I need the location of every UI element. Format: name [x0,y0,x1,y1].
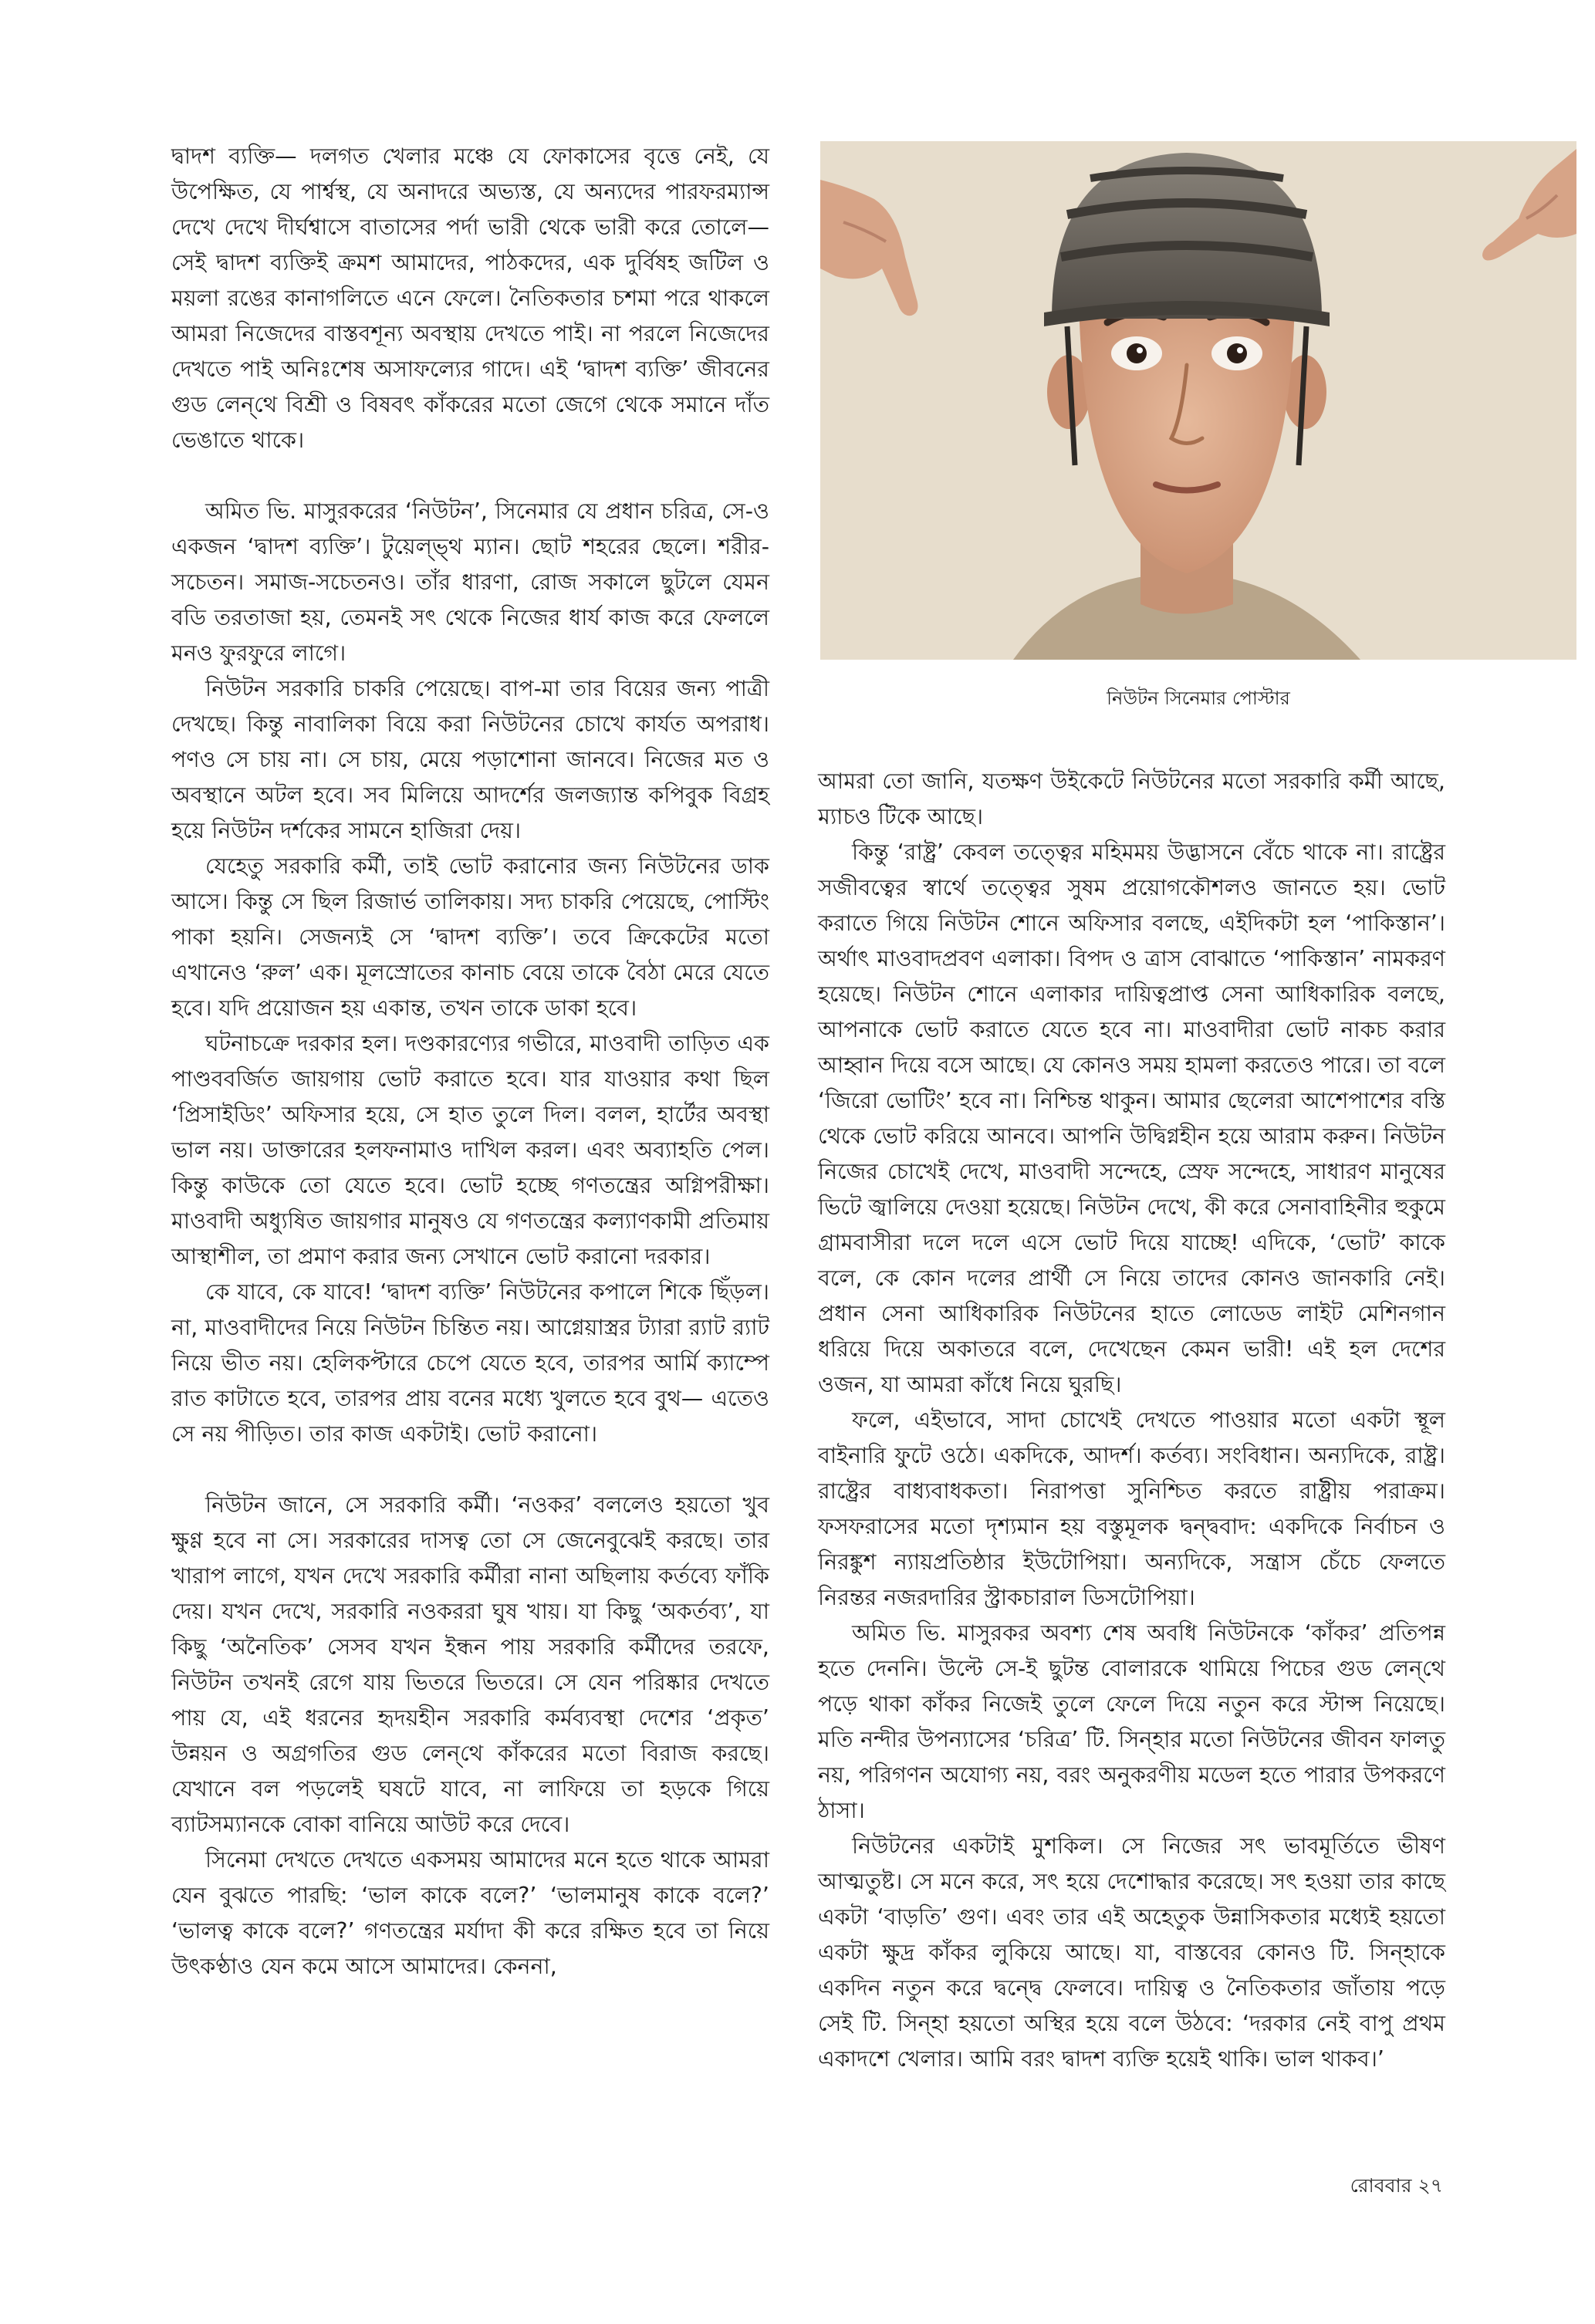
article-paragraph: অমিত ভি. মাসুরকর অবশ্য শেষ অবধি নিউটনকে ‘কাঁকর’ প্রতিপন্ন হতে দেননি। উল্টে সে-ই ছুটন্ত বোলারকে থামিয়ে পিচের গুড লেন্‌থে পড়ে থাকা কাঁকর নিজেই তুলে ফেলে দিয়ে নতুন করে স্টান্স নিয়েছে। মতি নন্দীর উপন্যাসের ‘চরিত্র’ টি. সিন্‌হার মতো নিউটনের জীবন ফালতু নয়, পরিগণন অযোগ্য নয়, বরং অনুকরণীয় মডেল হতে পারার উপকরণে ঠাসা। [818,1620,1445,1823]
article-paragraph: অমিত ভি. মাসুরকরের ‘নিউটন’, সিনেমার যে প্রধান চরিত্র, সে-ও একজন ‘দ্বাদশ ব্যক্তি’। টুয়েল্‌ভ্‌থ ম্যান। ছোট শহরের ছেলে। শরীর-সচেতন। সমাজ-সচেতনও। তাঁর ধারণা, রোজ সকালে ছুটলে যেমন বডি তরতাজা হয়, তেমনই সৎ থেকে নিজের ধার্য কাজ করে ফেললে মনও ফুরফুরে লাগে। [171,498,769,666]
photo-caption: নিউটন সিনেমার পোস্টার [1107,687,1290,709]
article-paragraph: ফলে, এইভাবে, সাদা চোখেই দেখতে পাওয়ার মতো একটা স্থূল বাইনারি ফুটে ওঠে। একদিকে, আদর্শ। কর্তব্য। সংবিধান। অন্যদিকে, রাষ্ট্র। রাষ্ট্রের বাধ্যবাধকতা। নিরাপত্তা সুনিশ্চিত করতে রাষ্ট্রীয় পরাক্রম। ফসফরাসের মতো দৃশ্যমান হয় বস্তুমূলক দ্বন্দ্ববাদ: একদিকে নির্বাচন ও নিরঙ্কুশ ন্যায়প্রতিষ্ঠার ইউটোপিয়া। অন্যদিকে, সন্ত্রাস চেঁচে ফেলতে নিরন্তর নজরদারির স্ট্রাকচারাল ডিসটোপিয়া। [818,1407,1445,1610]
article-paragraph: কে যাবে, কে যাবে! ‘দ্বাদশ ব্যক্তি’ নিউটনের কপালে শিকে ছিঁড়ল। না, মাওবাদীদের নিয়ে নিউটন চিন্তিত নয়। আগ্নেয়াস্ত্রর ট্যারা র‍্যাট র‍্যাট নিয়ে ভীত নয়। হেলিকপ্টারে চেপে যেতে হবে, তারপর আর্মি ক্যাম্পে রাত কাটাতে হবে, তারপর প্রায় বনের মধ্যে খুলতে হবে বুথ— এতেও সে নয় পীড়িত। তার কাজ একটাই। ভোট করানো। [171,1279,769,1447]
article-column-left [171,139,769,1985]
article-paragraph: নিউটন সরকারি চাকরি পেয়েছে। বাপ-মা তার বিয়ের জন্য পাত্রী দেখছে। কিন্তু নাবালিকা বিয়ে করা নিউটনের চোখে কার্যত অপরাধ। পণও সে চায় না। সে চায়, মেয়ে পড়াশোনা জানবে। নিজের মত ও অবস্থানে অটল হবে। সব মিলিয়ে আদর্শের জলজ্যান্ত কপিবুক বিগ্রহ হয়ে নিউটন দর্শকের সামনে হাজিরা দেয়। [171,676,769,843]
article-paragraph: দ্বাদশ ব্যক্তি— দলগত খেলার মঞ্চে যে ফোকাসের বৃত্তে নেই, যে উপেক্ষিত, যে পার্শ্বস্থ, যে অনাদরে অভ্যস্ত, যে অন্যদের পারফরম্যান্স দেখে দেখে দীর্ঘশ্বাসে বাতাসের পর্দা ভারী থেকে ভারী করে তোলে— সেই দ্বাদশ ব্যক্তিই ক্রমশ আমাদের, পাঠকদের, এক দুর্বিষহ জটিল ও ময়লা রঙের কানাগলিতে এনে ফেলে। নৈতিকতার চশমা পরে থাকলে আমরা নিজেদের বাস্তবশূন্য অবস্থায় দেখতে পাই। না পরলে নিজেদের দেখতে পাই অনিঃশেষ অসাফল্যের গাদে। এই ‘দ্বাদশ ব্যক্তি’ জীবনের গুড লেন্‌থে বিশ্রী ও বিষবৎ কাঁকরের মতো জেগে থেকে সমানে দাঁত ভেঙাতে থাকে। [171,144,769,453]
article-paragraph: ঘটনাচক্রে দরকার হল। দণ্ডকারণ্যের গভীরে, মাওবাদী তাড়িত এক পাণ্ডববর্জিত জায়গায় ভোট করাতে হবে। যার যাওয়ার কথা ছিল ‘প্রিসাইডিং’ অফিসার হয়ে, সে হাত তুলে দিল। বলল, হার্টের অবস্থা ভাল নয়। ডাক্তারের হলফনামাও দাখিল করল। এবং অব্যাহতি পেল। কিন্তু কাউকে তো যেতে হবে। ভোট হচ্ছে গণতন্ত্রের অগ্নিপরীক্ষা। মাওবাদী অধ্যুষিত জায়গার মানুষও যে গণতন্ত্রের কল্যাণকামী প্রতিমায় আস্থাশীল, তা প্রমাণ করার জন্য সেখানে ভোট করানো দরকার। [171,1031,769,1269]
newton-poster-photo [820,141,1576,660]
article-paragraph: যেহেতু সরকারি কর্মী, তাই ভোট করানোর জন্য নিউটনের ডাক আসে। কিন্তু সে ছিল রিজার্ভ তালিকায়। সদ্য চাকরি পেয়েছে, পোস্টিং পাকা হয়নি। সেজন্যই সে ‘দ্বাদশ ব্যক্তি’। তবে ক্রিকেটের মতো এখানেও ‘রুল’ এক। মূলস্রোতের কানাচ বেয়ে তাকে বৈঠা মেরে যেতে হবে। যদি প্রয়োজন হয় একান্ত, তখন তাকে ডাকা হবে। [171,853,769,1021]
poster-illustration [820,141,1576,660]
article-paragraph: নিউটনের একটাই মুশকিল। সে নিজের সৎ ভাবমূর্তিতে ভীষণ আত্মতুষ্ট। সে মনে করে, সৎ হয়ে দেশোদ্ধার করেছে। সৎ হওয়া তার কাছে একটা ‘বাড়তি’ গুণ। এবং তার এই অহেতুক উন্নাসিকতার মধ্যেই হয়তো একটা ক্ষুদ্র কাঁকর লুকিয়ে আছে। যা, বাস্তবের কোনও টি. সিন্‌হাকে একদিন নতুন করে দ্বন্দ্বে ফেলবে। দায়িত্ব ও নৈতিকতার জাঁতায় পড়ে সেই টি. সিন্‌হা হয়তো অস্থির হয়ে বলে উঠবে: ‘দরকার নেই বাপু প্রথম একাদশে খেলার। আমি বরং দ্বাদশ ব্যক্তি হয়েই থাকি। ভাল থাকব।’ [818,1833,1445,2072]
page-folio: রোববার ২৭ [1350,2174,1443,2197]
article-paragraph: সিনেমা দেখতে দেখতে একসময় আমাদের মনে হতে থাকে আমরা যেন বুঝতে পারছি: ‘ভাল কাকে বলে?’ ‘ভালমানুষ কাকে বলে?’ ‘ভালত্ব কাকে বলে?’ গণতন্ত্রের মর্যাদা কী করে রক্ষিত হবে তা নিয়ে উৎকণ্ঠাও যেন কমে আসে আমাদের। কেননা, [171,1847,769,1979]
article-paragraph: কিন্তু ‘রাষ্ট্র’ কেবল তত্ত্বের মহিমময় উদ্ভাসনে বেঁচে থাকে না। রাষ্ট্রের সজীবত্বের স্বার্থে তত্ত্বের সুষম প্রয়োগকৌশলও জানতে হয়। ভোট করাতে গিয়ে নিউটন শোনে অফিসার বলছে, এইদিকটা হল ‘পাকিস্তান’। অর্থাৎ মাওবাদপ্রবণ এলাকা। বিপদ ও ত্রাস বোঝাতে ‘পাকিস্তান’ নামকরণ হয়েছে। নিউটন শোনে এলাকার দায়িত্বপ্রাপ্ত সেনা আধিকারিক বলছে, আপনাকে ভোট করাতে যেতে হবে না। মাওবাদীরা ভোট নাকচ করার আহ্বান দিয়ে বসে আছে। যে কোনও সময় হামলা করতেও পারে। তা বলে ‘জিরো ভোটিং’ হবে না। নিশ্চিন্ত থাকুন। আমার ছেলেরা আশেপাশের বস্তি থেকে ভোট করিয়ে আনবে। আপনি উদ্বিগ্নহীন হয়ে আরাম করুন। নিউটন নিজের চোখেই দেখে, মাওবাদী সন্দেহে, স্রেফ সন্দেহে, সাধারণ মানুষের ভিটে জ্বালিয়ে দেওয়া হয়েছে। নিউটন দেখে, কী করে সেনাবাহিনীর হুকুমে গ্রামবাসীরা দলে দলে এসে ভোট দিয়ে যাচ্ছে! এদিকে, ‘ভোট’ কাকে বলে, কে কোন দলের প্রার্থী সে নিয়ে তাদের কোনও জানকারি নেই। প্রধান সেনা আধিকারিক নিউটনের হাতে লোডেড লাইট মেশিনগান ধরিয়ে দিয়ে অকাতরে বলে, দেখেছেন কেমন ভারী! এই হল দেশের ওজন, যা আমরা কাঁধে নিয়ে ঘুরছি। [818,839,1445,1397]
article-column-right [818,764,1445,2077]
article-paragraph: নিউটন জানে, সে সরকারি কর্মী। ‘নওকর’ বললেও হয়তো খুব ক্ষুণ্ণ হবে না সে। সরকারের দাসত্ব তো সে জেনেবুঝেই করছে। তার খারাপ লাগে, যখন দেখে সরকারি কর্মীরা নানা অছিলায় কর্তব্যে ফাঁকি দেয়। যখন দেখে, সরকারি নওকররা ঘুষ খায়। যা কিছু ‘অকর্তব্য’, যা কিছু ‘অনৈতিক’ সেসব যখন ইন্ধন পায় সরকারি কর্মীদের তরফে, নিউটন তখনই রেগে যায় ভিতরে ভিতরে। সে যেন পরিষ্কার দেখতে পায় যে, এই ধরনের হৃদয়হীন সরকারি কর্মব্যবস্থা দেশের ‘প্রকৃত’ উন্নয়ন ও অগ্রগতির গুড লেন্‌থে কাঁকরের মতো বিরাজ করছে। যেখানে বল পড়লেই ঘষটে যাবে, না লাফিয়ে তা হড়কে গিয়ে ব্যাটসম্যানকে বোকা বানিয়ে আউট করে দেবে। [171,1492,769,1837]
article-paragraph: আমরা তো জানি, যতক্ষণ উইকেটে নিউটনের মতো সরকারি কর্মী আছে, ম্যাচও টিকে আছে। [818,768,1445,829]
